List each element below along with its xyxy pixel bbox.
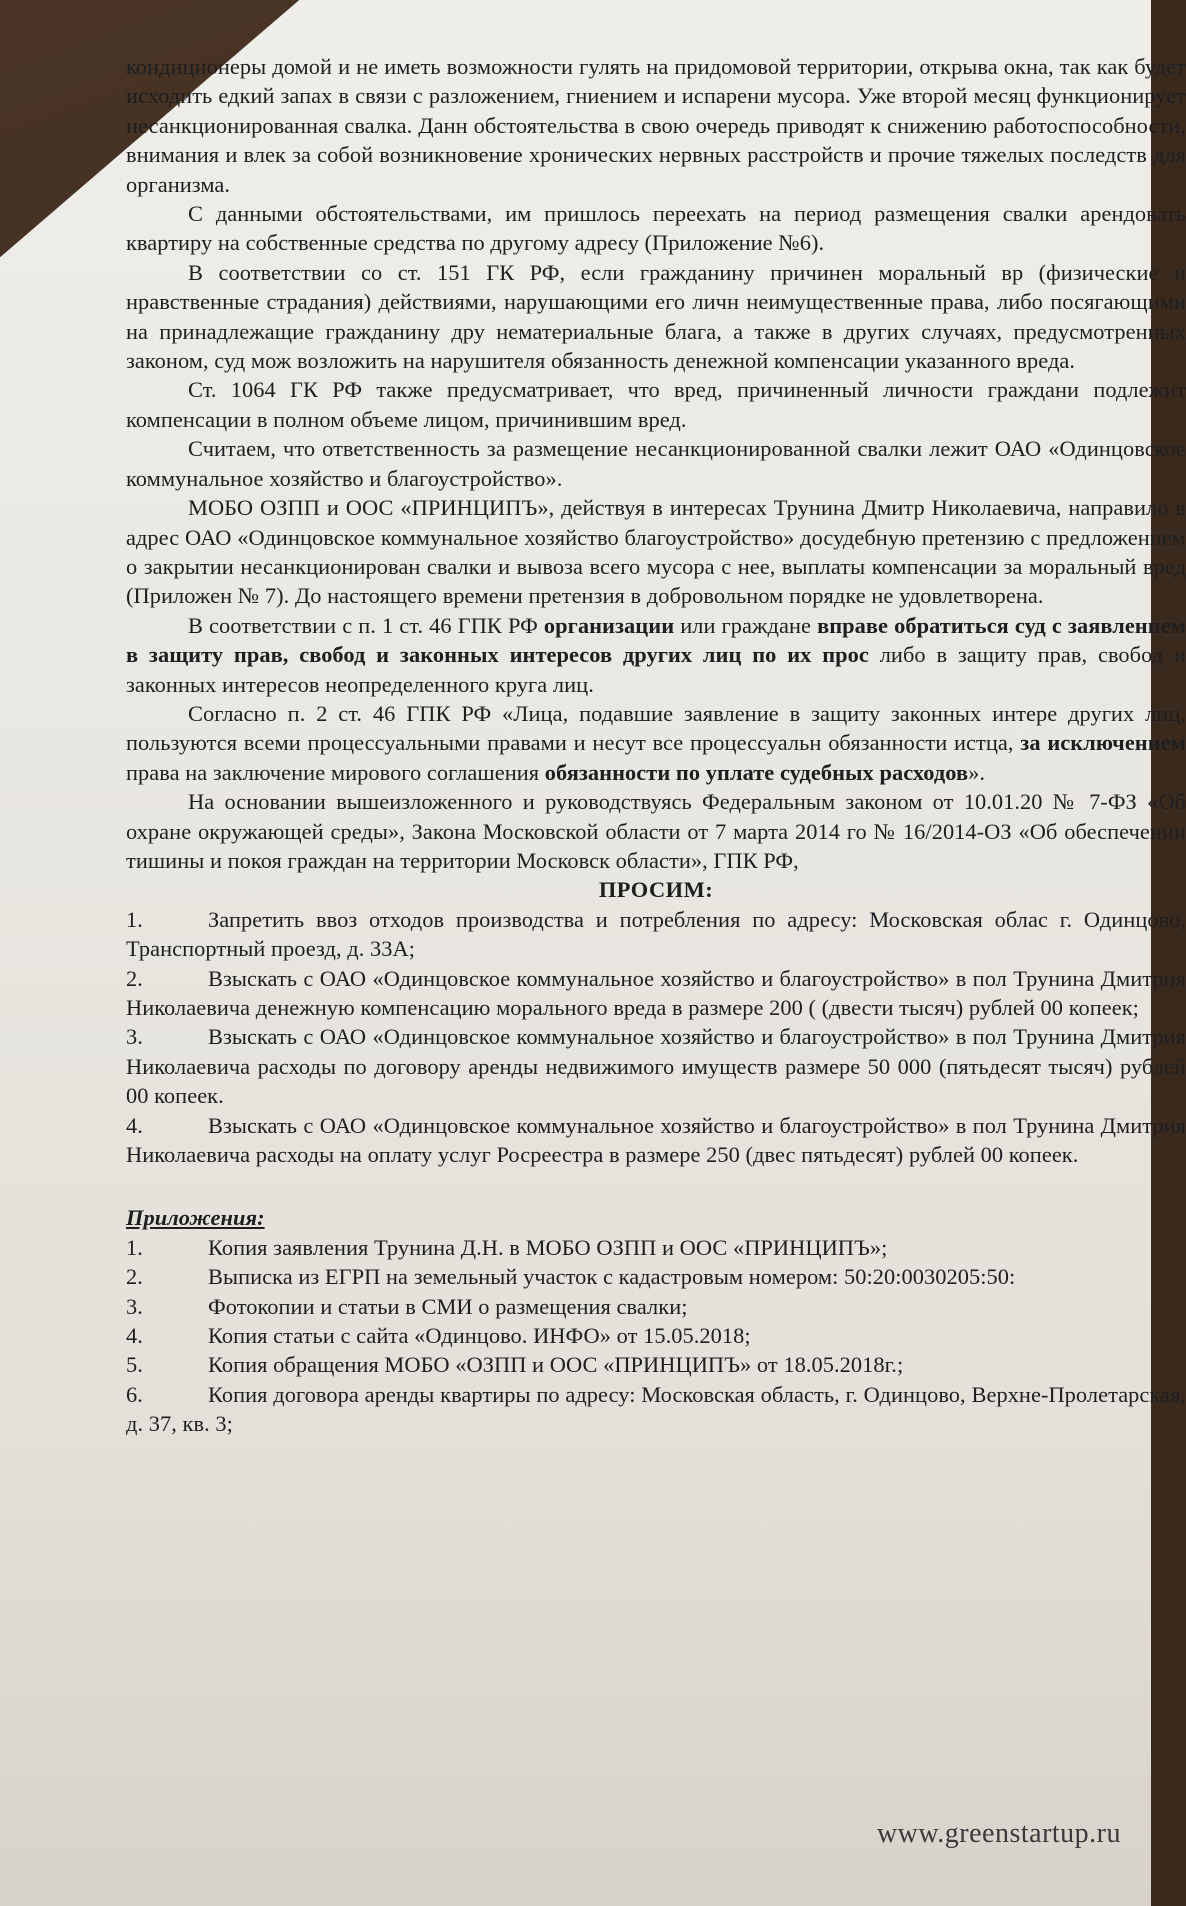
- appendix-item: [126, 1262, 1186, 1291]
- request-item-number: 4.: [126, 1112, 143, 1138]
- appendix-item-text: Копия обращения МОБО «ОЗПП и ООС «ПРИНЦИПЪ» от 18.05.2018г.;: [208, 1352, 904, 1378]
- appendix-item-number: 2.: [126, 1264, 143, 1290]
- appendix-item-text: Выписка из ЕГРП на земельный участок с кадастровым номером: 50:20:0030205:50:: [208, 1264, 1016, 1290]
- section-spacer: [126, 1169, 1186, 1203]
- request-item: [126, 964, 1186, 1023]
- request-list: [126, 905, 1186, 1170]
- paragraph-9: На основании вышеизложенного и руководствуясь Федеральным законом от 10.01.20 № 7-ФЗ «Об охране окружающей среды», Закона Московской области от 7 марта 2014 го № 16/2014-ОЗ «Об обеспечении тишины и покоя граждан на территории Московск области», ГПК РФ,: [126, 789, 1186, 873]
- paragraph-7-text-c: или граждане: [674, 612, 818, 638]
- appendix-item: [126, 1350, 1186, 1379]
- appendix-item: [126, 1380, 1186, 1439]
- appendix-item-number: 4.: [126, 1323, 143, 1349]
- paragraph-7-text-e: либо в защиту прав, свобод и законных интересов неопределенного круга лиц.: [126, 642, 1186, 697]
- request-item-text: Взыскать с ОАО «Одинцовское коммунальное хозяйство и благоустройство» в пол Трунина Дмитрия Николаевича денежную компенсацию морального вреда в размере 200 ( (двести тысяч) рублей 00 копеек;: [126, 965, 1186, 1020]
- request-item: [126, 905, 1186, 964]
- request-item-number: 3.: [126, 1024, 143, 1050]
- appendix-item-text: Копия статьи с сайта «Одинцово. ИНФО» от 15.05.2018;: [208, 1323, 751, 1349]
- paragraph-7-bold-organizations: организации: [543, 612, 675, 638]
- appendix-item-text: Копия заявления Трунина Д.Н. в МОБО ОЗПП и ООС «ПРИНЦИПЪ»;: [208, 1234, 888, 1260]
- paragraph-7-text-a: В соответствии с п. 1 ст. 46 ГПК РФ: [188, 612, 544, 638]
- paragraph-3: В соответствии со ст. 151 ГК РФ, если гражданину причинен моральный вр (физические и нравственные страдания) действиями, нарушающими его личн неимущественные права, либо посягающими на принадлежащие гражданину дру нематериальные блага, а также в других случаях, предусмотренных законом, суд мож возложить на нарушителя обязанность денежной компенсации указанного вреда.: [126, 259, 1186, 374]
- appendix-item: [126, 1292, 1186, 1321]
- request-item: [126, 1111, 1186, 1170]
- request-item-number: 2.: [126, 965, 143, 991]
- paragraph-5: Считаем, что ответственность за размещение несанкционированной свалки лежит ОАО «Одинцовское коммунальное хозяйство и благоустройство».: [126, 436, 1186, 491]
- paragraph-8-text-a: Согласно п. 2 ст. 46 ГПК РФ «Лица, подавшие заявление в защиту законных интере других лиц, пользуются всеми процессуальными правами и несут все процессуальн обязанности истца,: [126, 700, 1186, 756]
- appendix-heading: Приложения:: [126, 1205, 265, 1231]
- appendix-item-text: Копия договора аренды квартиры по адресу: Московская область, г. Одинцово, Верхне-Пролетарская, д. 37, кв. 3;: [126, 1381, 1186, 1437]
- request-item: [126, 1022, 1186, 1110]
- paragraph-8-bold-exception: за исключением: [1020, 730, 1186, 756]
- paragraph-6: МОБО ОЗПП и ООС «ПРИНЦИПЪ», действуя в интересах Трунина Дмитр Николаевича, направило в адрес ОАО «Одинцовское коммунальное хозяйство благоустройство» досудебную претензию с предложением о закрытии несанкционирован свалки и вывоза всего мусора с нее, выплаты компенсации за моральный вред (Приложен № 7). До настоящего времени претензия в добровольном порядке не удовлетворена.: [126, 495, 1186, 609]
- appendix-item-number: 6.: [126, 1381, 143, 1407]
- paragraph-8-text-e: ».: [968, 759, 985, 785]
- appendix-item: [126, 1321, 1186, 1350]
- request-item-number: 1.: [126, 906, 143, 932]
- paragraph-2: С данными обстоятельствами, им пришлось переехать на период размещения свалки арендовать квартиру на собственные средства по другому адресу (Приложение №6).: [126, 201, 1186, 256]
- appendix-list: [126, 1233, 1186, 1439]
- appendix-item-number: 5.: [126, 1352, 143, 1378]
- appendix-item-text: Фотокопии и статьи в СМИ о размещения свалки;: [208, 1293, 688, 1319]
- request-item-text: Взыскать с ОАО «Одинцовское коммунальное хозяйство и благоустройство» в пол Трунина Дмитрия Николаевича расходы по договору аренды недвижимого имуществ размере 50 000 (пятьдесят тысяч) рублей 00 копеек.: [126, 1024, 1186, 1109]
- request-heading: ПРОСИМ:: [598, 877, 714, 903]
- document-body: [126, 52, 1186, 1439]
- paragraph-7: [126, 611, 1186, 699]
- appendix-item-number: 3.: [126, 1293, 143, 1319]
- paragraph-4: Ст. 1064 ГК РФ также предусматривает, что вред, причиненный личности граждани подлежит компенсации в полном объеме лицом, причинившим вред.: [126, 377, 1186, 432]
- paragraph-7-bold-right: вправе обратиться суд с заявлением в защиту прав, свобод и законных интересов других лиц по их прос: [126, 612, 1186, 668]
- appendix-item-number: 1.: [126, 1234, 143, 1260]
- paragraph-8: [126, 699, 1186, 787]
- site-watermark: www.greenstartup.ru: [876, 1818, 1121, 1849]
- request-item-text: Запретить ввоз отходов производства и потребления по адресу: Московская облас г. Одинцово, Транспортный проезд, д. 33А;: [126, 906, 1186, 962]
- paragraph-8-text-c: права на заключение мирового соглашения: [126, 759, 545, 785]
- paragraph-8-bold-obligations: обязанности по уплате судебных расходов: [544, 759, 969, 785]
- paragraph-1: кондиционеры домой и не иметь возможности гулять на придомовой территории, открыва окна, так как будет исходить едкий запах в связи с разложением, гниением и испарени мусора. Уже второй месяц функционирует несанкционированная свалка. Данн обстоятельства в свою очередь приводят к снижению работоспособности, внимания и влек за собой возникновение хронических нервных расстройств и прочие тяжелых последств для организма.: [126, 54, 1186, 197]
- appendix-item: [126, 1233, 1186, 1262]
- request-item-text: Взыскать с ОАО «Одинцовское коммунальное хозяйство и благоустройство» в пол Трунина Дмитрия Николаевича расходы на оплату услуг Росреестра в размере 250 (двес пятьдесят) рублей 00 копеек.: [126, 1112, 1186, 1168]
